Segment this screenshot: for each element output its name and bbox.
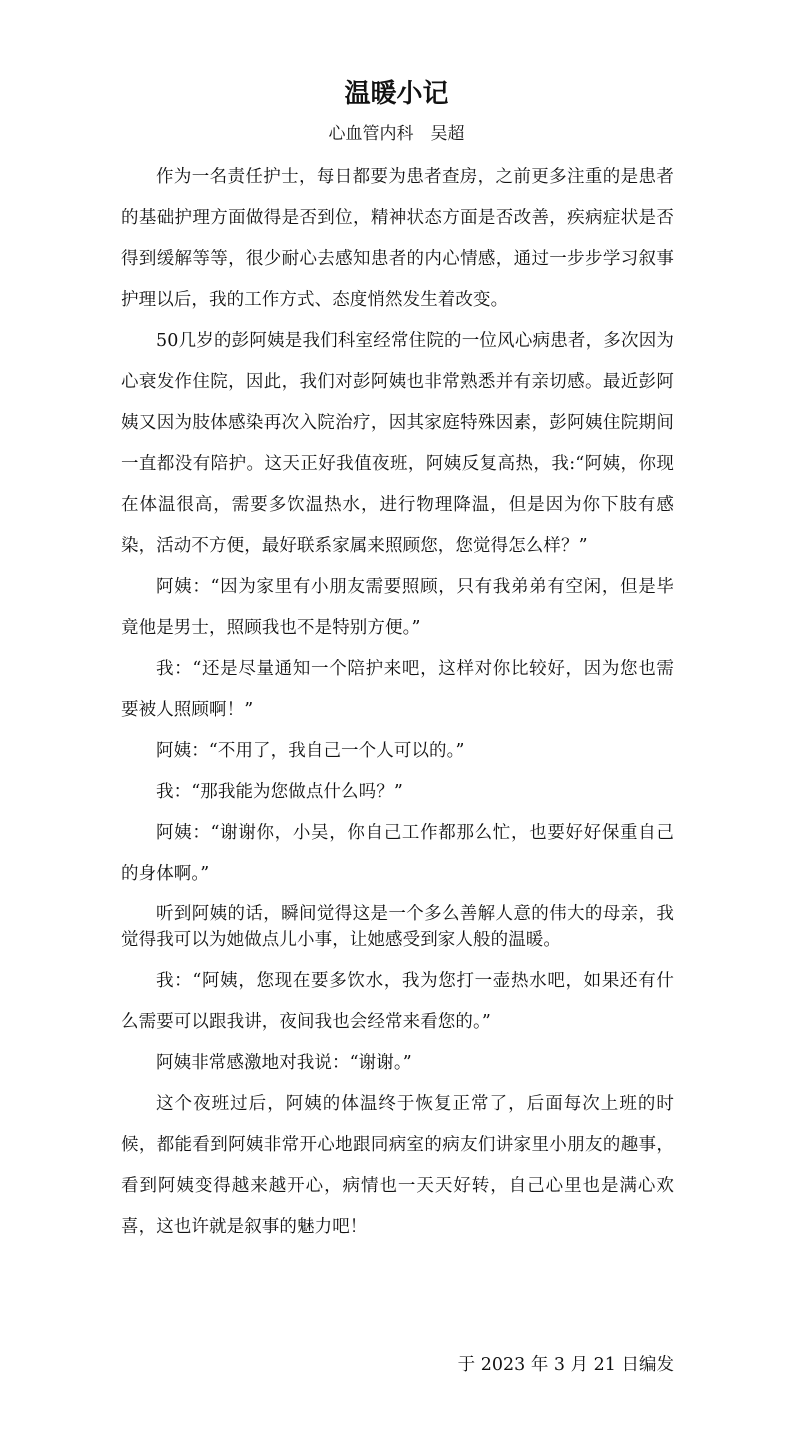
paragraph: 阿姨非常感激地对我说：“谢谢。”	[156, 1053, 412, 1073]
paragraph: 这个夜班过后，阿姨的体温终于恢复正常了，后面每次上班的时候，都能看到阿姨非常开心地跟同病室的病友们讲家里小朋友的趣事，看到阿姨变得越来越开心，病情也一天天好转，自己心里也是满心欢喜，这也许就是叙事的魅力吧！	[121, 1094, 674, 1237]
publish-date: 于 2023 年 3 月 21 日编发	[457, 1355, 674, 1375]
paragraph: 阿姨：“因为家里有小朋友需要照顾，只有我弟弟有空闲，但是毕竟他是男士，照顾我也不是特别方便。”	[121, 577, 674, 638]
paragraph: 我：“阿姨，您现在要多饮水，我为您打一壶热水吧，如果还有什么需要可以跟我讲，夜间我也会经常来看您的。”	[121, 971, 674, 1032]
document-title: 温暖小记	[344, 79, 449, 109]
paragraph: 阿姨：“谢谢你，小吴，你自己工作都那么忙，也要好好保重自己的身体啊。”	[121, 823, 674, 884]
document-body	[121, 157, 674, 1248]
byline: 心血管内科 吴超	[328, 124, 465, 144]
paragraph: 我：“那我能为您做点什么吗？”	[156, 782, 403, 802]
paragraph: 我：“还是尽量通知一个陪护来吧，这样对你比较好，因为您也需要被人照顾啊！”	[121, 659, 674, 720]
paragraph: 50几岁的彭阿姨是我们科室经常住院的一位风心病患者，多次因为心衰发作住院，因此，我们对彭阿姨也非常熟悉并有亲切感。最近彭阿姨又因为肢体感染再次入院治疗，因其家庭特殊因素，彭阿姨住院期间一直都没有陪护。这天正好我值夜班，阿姨反复高热，我:“阿姨，你现在体温很高，需要多饮温热水，进行物理降温，但是因为你下肢有感染，活动不方便，最好联系家属来照顾您，您觉得怎么样？”	[121, 331, 674, 556]
paragraph: 作为一名责任护士，每日都要为患者查房，之前更多注重的是患者的基础护理方面做得是否到位，精神状态方面是否改善，疾病症状是否得到缓解等等，很少耐心去感知患者的内心情感，通过一步步学习叙事护理以后，我的工作方式、态度悄然发生着改变。	[121, 167, 674, 310]
paragraph: 听到阿姨的话，瞬间觉得这是一个多么善解人意的伟大的母亲，我觉得我可以为她做点儿小事，让她感受到家人般的温暖。	[121, 904, 674, 950]
paragraph: 阿姨：“不用了，我自己一个人可以的。”	[156, 741, 465, 761]
